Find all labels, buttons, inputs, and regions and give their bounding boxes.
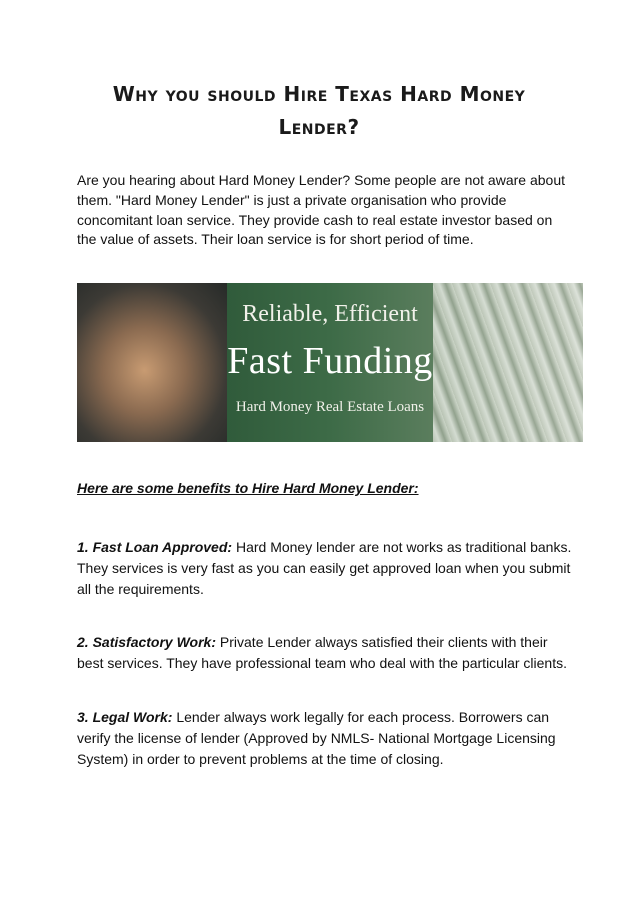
benefit-text: verify the license of lender (Approved by NMLS- National Mortgage Licensing xyxy=(77,730,556,746)
page-title-line-2: Lender? xyxy=(278,115,360,139)
intro-line: concomitant loan service. They provide cash to real estate investor based on xyxy=(77,211,553,228)
benefit-text: best services. They have professional team who deal with the particular clients. xyxy=(77,655,567,671)
banner-headline: Fast Funding xyxy=(227,340,433,382)
intro-paragraph xyxy=(77,171,567,250)
handshake-image xyxy=(77,283,227,442)
benefit-text: Lender always work legally for each process. Borrowers can xyxy=(176,709,550,725)
benefit-heading: 1. Fast Loan Approved: xyxy=(77,539,233,555)
benefit-text: They services is very fast as you can easily get approved loan when you submit xyxy=(77,560,571,576)
benefit-heading: 2. Satisfactory Work: xyxy=(77,634,217,650)
benefits-heading: Here are some benefits to Hire Hard Money Lender: xyxy=(77,480,419,496)
benefit-text: Private Lender always satisfied their clients with their xyxy=(219,634,548,650)
benefit-text: all the requirements. xyxy=(77,581,204,597)
benefit-heading: 3. Legal Work: xyxy=(77,709,173,725)
banner-tagline: Reliable, Efficient xyxy=(242,301,418,327)
money-stack-image xyxy=(433,283,583,442)
intro-line: the value of assets. Their loan service is for short period of time. xyxy=(77,231,474,248)
fast-funding-banner-image xyxy=(77,283,583,442)
page-title-line-1: Why you should Hire Texas Hard Money xyxy=(112,82,526,106)
benefit-item-satisfactory-work xyxy=(77,632,567,674)
page-title xyxy=(60,78,578,144)
benefit-item-legal-work xyxy=(77,707,567,770)
benefit-text: Hard Money lender are not works as traditional banks. xyxy=(235,539,572,555)
banner-subtitle: Hard Money Real Estate Loans xyxy=(235,399,425,415)
intro-line: them. "Hard Money Lender" is just a private organisation who provide xyxy=(77,191,507,208)
benefit-text: System) in order to prevent problems at the time of closing. xyxy=(77,751,444,767)
intro-line: Are you hearing about Hard Money Lender? Some people are not aware about xyxy=(77,172,565,188)
benefit-item-fast-loan xyxy=(77,537,572,600)
